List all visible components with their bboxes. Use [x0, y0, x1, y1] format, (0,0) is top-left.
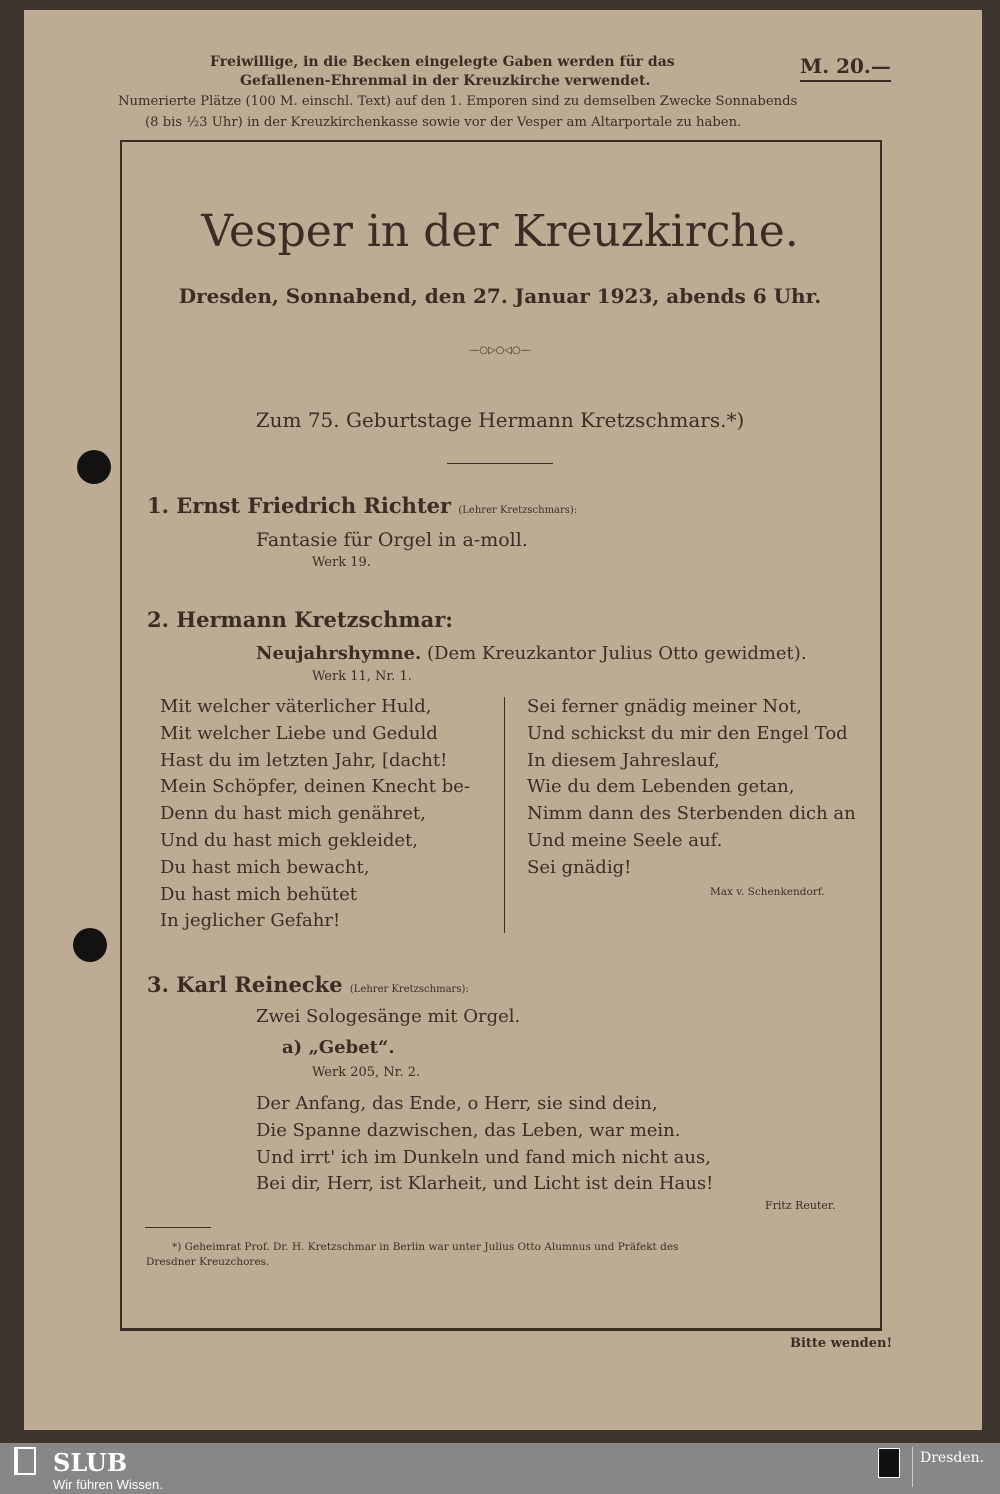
- divider: [447, 463, 553, 464]
- poem-line: In jeglicher Gefahr!: [160, 910, 341, 932]
- price: M. 20.—: [800, 56, 891, 82]
- item-1-heading: 1. Ernst Friedrich Richter (Lehrer Kretzschmars):: [147, 493, 578, 518]
- punch-hole: [77, 450, 111, 484]
- song-title: a) „Gebet“.: [282, 1037, 395, 1058]
- poem-line: Wie du dem Lebenden getan,: [527, 776, 795, 798]
- column-divider: [504, 697, 505, 933]
- ornament: —○▷○◁○—: [469, 345, 531, 356]
- poet: Fritz Reuter.: [765, 1199, 836, 1212]
- book-icon: [14, 1447, 36, 1475]
- composer: Ernst Friedrich Richter: [176, 493, 452, 518]
- seats-note-line2: (8 bis ½3 Uhr) in der Kreuzkirchenkasse sowie vor der Vesper am Altarportale zu haben.: [145, 115, 742, 130]
- punch-hole: [73, 928, 107, 962]
- poem-line: Die Spanne dazwischen, das Leben, war mein.: [256, 1119, 681, 1141]
- seats-note-line1: Numerierte Plätze (100 M. einschl. Text) auf den 1. Emporen sind zu demselben Zwecke Sonnabends: [118, 94, 798, 109]
- footnote-rule: [145, 1227, 211, 1228]
- poem-line: Sei gnädig!: [527, 856, 632, 878]
- footnote-line1: *) Geheimrat Prof. Dr. H. Kretzschmar in Berlin war unter Julius Otto Alumnus und Präfekt des: [172, 1241, 679, 1253]
- separator: [912, 1447, 913, 1487]
- composer: Karl Reinecke: [176, 972, 343, 997]
- poem-line: Der Anfang, das Ende, o Herr, sie sind dein,: [256, 1093, 658, 1114]
- work-title: Fantasie für Orgel in a-moll.: [256, 529, 528, 551]
- footnote-line2: Dresdner Kreuzchores.: [146, 1256, 270, 1268]
- opus: Werk 205, Nr. 2.: [312, 1065, 421, 1080]
- item-3-heading: 3. Karl Reinecke (Lehrer Kretzschmars):: [147, 972, 469, 997]
- dresden-logo[interactable]: Dresden.: [920, 1450, 985, 1466]
- poem-line: Und du hast mich gekleidet,: [160, 830, 418, 851]
- work-title: Neujahrshymne. (Dem Kreuzkantor Julius Otto gewidmet).: [256, 643, 807, 664]
- subtitle: Dresden, Sonnabend, den 27. Januar 1923, abends 6 Uhr.: [178, 284, 822, 308]
- poem-line: Mein Schöpfer, deinen Knecht be-: [160, 776, 470, 798]
- opus: Werk 19.: [312, 555, 371, 570]
- turn-over-note: Bitte wenden!: [790, 1336, 893, 1351]
- poem-line: Bei dir, Herr, ist Klarheit, und Licht ist dein Haus!: [256, 1173, 714, 1195]
- poem-line: Und schickst du mir den Engel Tod: [527, 722, 848, 744]
- footer-bar: [0, 1443, 1000, 1494]
- poem-line: Mit welcher väterlicher Huld,: [160, 696, 432, 717]
- poem-line: Nimm dann des Sterbenden dich an: [527, 803, 856, 825]
- dresden-coat-of-arms-icon: [878, 1448, 900, 1478]
- occasion: Zum 75. Geburtstage Hermann Kretzschmars.*): [255, 408, 745, 432]
- poem-line: Hast du im letzten Jahr, [dacht!: [160, 749, 448, 771]
- composer: Hermann Kretzschmar:: [176, 607, 454, 632]
- poem-line: Und irrt' ich im Dunkeln und fand mich nicht aus,: [256, 1146, 711, 1168]
- slub-tagline: Wir führen Wissen.: [53, 1477, 163, 1492]
- donation-note-line1: Freiwillige, in die Becken eingelegte Gaben werden für das: [210, 54, 675, 70]
- opus: Werk 11, Nr. 1.: [312, 669, 412, 684]
- poem-line: Denn du hast mich genähret,: [160, 803, 426, 825]
- poem-line: In diesem Jahreslauf,: [527, 749, 720, 771]
- poem-line: Sei ferner gnädig meiner Not,: [527, 696, 802, 717]
- poem-line: Und meine Seele auf.: [527, 830, 723, 851]
- page-title: Vesper in der Kreuzkirche.: [201, 206, 799, 257]
- work-title: Zwei Sologesänge mit Orgel.: [256, 1006, 521, 1027]
- slub-logo[interactable]: SLUB: [53, 1448, 128, 1477]
- poem-line: Du hast mich behütet: [160, 883, 357, 905]
- poem-line: Mit welcher Liebe und Geduld: [160, 722, 438, 744]
- item-2-heading: 2. Hermann Kretzschmar:: [147, 607, 454, 632]
- poem-line: Du hast mich bewacht,: [160, 856, 370, 878]
- donation-note-line2: Gefallenen-Ehrenmal in der Kreuzkirche verwendet.: [240, 73, 651, 89]
- poet: Max v. Schenkendorf.: [710, 886, 825, 898]
